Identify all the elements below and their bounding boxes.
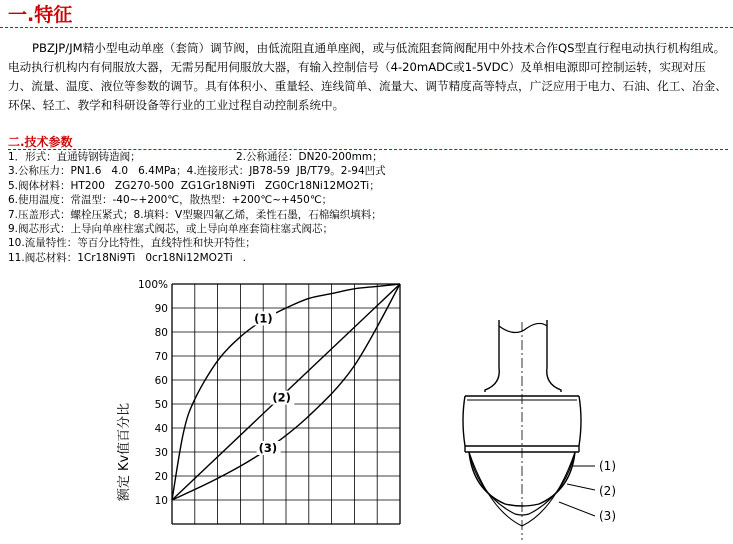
- spec-list: [8, 150, 386, 265]
- valve-plug-diagram: [455, 320, 733, 544]
- y-tick-label: 100%: [137, 279, 168, 291]
- spec-text: 5.阀体材料：HT200 ZG270-500 ZG1Gr18Ni9Ti ZG0Cr18Ni12MO2Ti；: [8, 179, 380, 192]
- feature-paragraph-text: PBZJP/JM精小型电动单座（套筒）调节阀，由低流阻直通单座阀，或与低流阻套筒阀配用中外技术合作QS型直行程电动执行机构组成。电动执行机构内有伺服放大器，无需另配用伺服放大器，有输入控制信号（4-20mADC或1-5VDC）及单相电源即可控制运转，实现对压力、流量、温度、液位等参数的调节。具有体积小、重量轻、连线简单、流量大、调节精度高等特点，广泛应用于电力、石油、化工、冶金、环保、轻工、教学和科研设备等行业的工业过程自动控制系统中。: [8, 41, 727, 112]
- spec-row: [8, 179, 386, 193]
- spec-row: [8, 208, 386, 222]
- y-tick-label: 70: [154, 351, 168, 363]
- y-tick-label: 30: [154, 447, 168, 459]
- spec-row: [8, 222, 386, 236]
- y-tick-label: 80: [154, 327, 168, 339]
- profile-label: (1): [599, 459, 616, 473]
- spec-text: 7.压盖形式：螺栓压紧式；8.填料：V型聚四氟乙烯，柔性石墨，石棉编织填料；: [8, 208, 382, 221]
- y-tick-label: 40: [154, 423, 168, 435]
- y-tick-label: 10: [154, 495, 168, 507]
- y-tick-label: 60: [154, 375, 168, 387]
- series-label: (3): [258, 441, 278, 455]
- spec-row: [8, 236, 386, 250]
- series-label: (1): [254, 311, 273, 326]
- y-tick-labels: [138, 279, 168, 507]
- section2-title: 二.技术参数: [8, 135, 73, 149]
- y-tick-label: 50: [154, 399, 168, 411]
- spec-text: 10.流量特性：等百分比特性，直线特性和快开特性；: [8, 237, 256, 250]
- profile-label: (2): [599, 484, 616, 498]
- feature-paragraph: [8, 39, 728, 115]
- spec-text: 6.使用温度：常温型：-40~+200℃，散热型：+200℃~+450℃；: [8, 194, 333, 207]
- y-tick-label: 20: [154, 471, 168, 483]
- series-label: (2): [272, 390, 291, 405]
- spec-row: [8, 193, 386, 207]
- spec-text: 2.公称通径：DN20-200mm；: [236, 151, 383, 163]
- section1-title: 一.特征: [8, 4, 73, 26]
- flow-characteristic-chart: [110, 272, 410, 544]
- spec-row: [8, 251, 386, 265]
- y-tick-label: 90: [154, 303, 168, 315]
- spec-text: 11.阀芯材料：1Cr18Ni9Ti 0cr18Ni12MO2Ti .: [8, 251, 246, 264]
- leader-lines: [559, 466, 595, 516]
- spec-row: [8, 150, 386, 164]
- spec-text: 9.阀芯形式：上导向单座柱塞式阀芯，或上导向单座套筒柱塞式阀芯；: [8, 222, 334, 235]
- spec-text: 1．形式：直通铸钢铸造阀；: [8, 151, 141, 163]
- section1-divider: [0, 27, 733, 28]
- spec-text: 3.公称压力：PN1.6 4.0 6.4MPa；4.连接形式：JB78-59 JB/T79。2-94凹式: [8, 165, 386, 178]
- spec-row: [8, 164, 386, 178]
- valve-stem: [485, 320, 561, 392]
- y-axis-label: 额定 Kv值百分比: [117, 402, 132, 502]
- profile-label: (3): [599, 509, 616, 523]
